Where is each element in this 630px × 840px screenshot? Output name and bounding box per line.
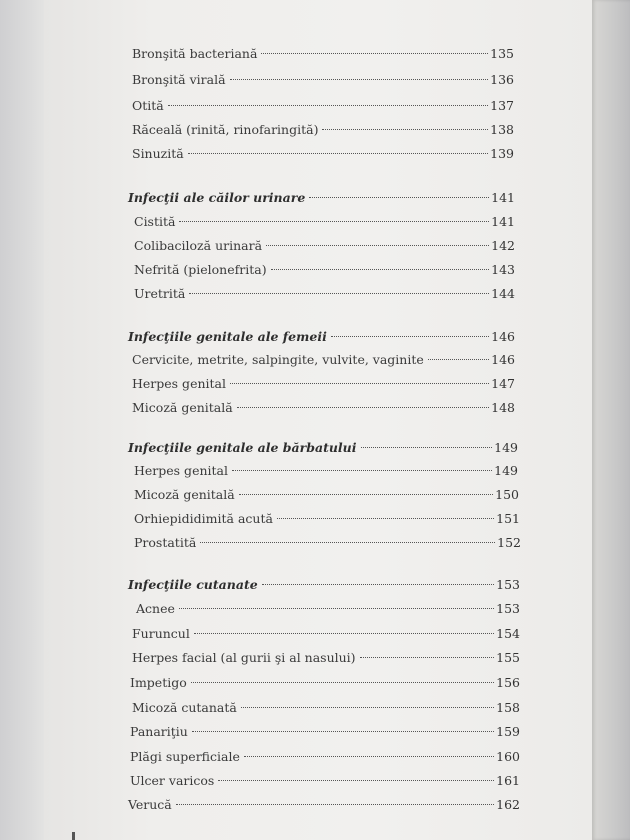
dot-leader [230,383,489,384]
toc-entry-page: 144 [491,286,515,301]
toc-entry-page: 146 [491,352,515,367]
dot-leader [360,657,495,658]
toc-entry [130,722,520,742]
toc-entry [132,648,520,668]
toc-entry-label: Cervicite, metrite, salpingite, vulvite, vaginite [132,352,424,367]
toc-entry-page: 141 [491,214,515,229]
toc-entry-label: Micoză genitală [134,487,235,502]
dot-leader [277,518,494,519]
dot-leader [194,633,494,634]
dot-leader [266,245,489,246]
dot-leader [262,584,494,585]
toc-entry-label: Otită [132,98,164,113]
toc-entry-label: Herpes genital [134,463,228,478]
dot-leader [179,608,494,609]
dot-leader [241,707,494,708]
toc-entry-label: Impetigo [130,675,187,690]
toc-entry-label: Orhiepididimită acută [134,511,273,526]
dot-leader [239,494,493,495]
toc-entry-page: 135 [490,46,514,61]
toc-entry-label: Acnee [136,601,175,616]
toc-entry-label: Plăgi superficiale [130,749,240,764]
toc-entry [136,599,520,619]
dot-leader [200,542,495,543]
dot-leader [428,359,489,360]
toc-entry-page: 137 [490,98,514,113]
toc-entry [130,673,520,693]
toc-entry-label: Bronşită virală [132,72,226,87]
toc-entry [132,96,514,116]
toc-entry-page: 152 [497,535,521,550]
toc-entry [134,212,515,232]
toc-heading-label: Infecţii ale căilor urinare [128,190,306,205]
toc-entry-page: 139 [490,146,514,161]
toc-entry [132,374,515,394]
dot-leader [232,470,492,471]
toc-entry [130,747,520,767]
toc-heading-label: Infecţiile genitale ale femeii [128,329,327,344]
toc-entry [132,350,515,370]
toc-entry-label: Micoză genitală [132,400,233,415]
toc-entry [134,260,515,280]
toc-heading-page: 141 [491,190,515,205]
toc-entry [134,533,521,553]
toc-entry-label: Verucă [128,797,172,812]
toc-entry-label: Prostatită [134,535,197,550]
toc-entry-page: 155 [496,650,520,665]
toc-section-heading [128,188,515,208]
toc-entry-page: 147 [491,376,515,391]
toc-entry [134,284,515,304]
toc-heading-label: Infecţiile genitale ale bărbatului [128,440,357,455]
toc-heading-page: 153 [496,577,520,592]
toc-entry-page: 153 [496,601,520,616]
dot-leader [237,407,489,408]
toc-entry [134,485,519,505]
toc-entry-page: 160 [496,749,520,764]
dot-leader [261,53,488,54]
dot-leader [168,105,488,106]
dot-leader [192,731,494,732]
toc-entry [134,461,518,481]
toc-entry [128,795,520,815]
toc-entry-label: Herpes genital [132,376,226,391]
dot-leader [271,269,490,270]
toc-entry-page: 136 [490,72,514,87]
dot-leader [331,336,489,337]
toc-entry-label: Cistită [134,214,176,229]
dot-leader [309,197,489,198]
toc-entry [132,120,514,140]
dot-leader [361,447,493,448]
dot-leader [179,221,489,222]
toc-section-heading [128,327,515,347]
toc-entry-page: 159 [496,724,520,739]
toc-entry-page: 154 [496,626,520,641]
toc-entry [132,144,514,164]
page-corner-mark [72,832,75,840]
dot-leader [322,129,488,130]
dot-leader [189,293,489,294]
toc-entry [132,398,515,418]
toc-entry-label: Ulcer varicos [130,773,215,788]
toc-entry-label: Herpes facial (al gurii şi al nasului) [132,650,356,665]
toc-entry-page: 161 [496,773,520,788]
toc-entry-label: Furuncul [132,626,190,641]
toc-entry [134,236,515,256]
toc-entry-label: Colibaciloză urinară [134,238,263,253]
toc-entry-label: Nefrită (pielonefrita) [134,262,267,277]
toc-entry-label: Micoză cutanată [132,700,237,715]
toc-entry-page: 148 [491,400,515,415]
toc-entry [134,509,520,529]
toc-entry-label: Bronşită bacteriană [132,46,258,61]
toc-entry [132,624,520,644]
dot-leader [191,682,494,683]
toc-entry-page: 142 [491,238,515,253]
toc-entry-label: Panariţiu [130,724,188,739]
toc-entry [132,698,520,718]
toc-entry-page: 156 [496,675,520,690]
toc-entry [132,70,514,90]
dot-leader [176,804,494,805]
toc-entry-page: 162 [496,797,520,812]
dot-leader [244,756,494,757]
toc-heading-page: 149 [494,440,518,455]
toc-section-heading [128,575,520,595]
toc-entry [130,771,520,791]
toc-section-heading [128,438,518,458]
toc-entry-label: Răceală (rinită, rinofaringită) [132,122,319,137]
toc-entry-page: 138 [490,122,514,137]
toc-entry-page: 151 [496,511,520,526]
toc-entry-label: Sinuzită [132,146,184,161]
dot-leader [230,79,489,80]
toc-entry-page: 143 [491,262,515,277]
toc-entry [132,44,514,64]
dot-leader [188,153,488,154]
toc-heading-label: Infecţiile cutanate [128,577,258,592]
dot-leader [218,780,494,781]
toc-entry-label: Uretrită [134,286,186,301]
toc-entry-page: 158 [496,700,520,715]
toc-heading-page: 146 [491,329,515,344]
toc-entry-page: 150 [495,487,519,502]
toc-entry-page: 149 [494,463,518,478]
